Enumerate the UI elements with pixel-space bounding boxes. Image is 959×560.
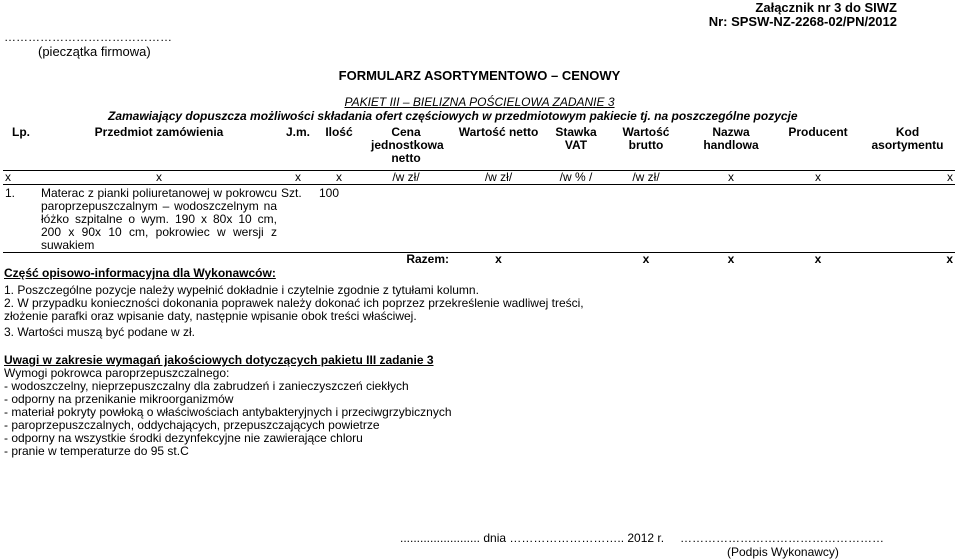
row-item-description: Materac z pianki poliuretanowej w pokrowcu paroprzepuszczalnym – wodoszczelnym na łóżko szpitalne o wym. 190 x 80x 10 cm, 200 x 90x 10 cm, pokrowiec w wersji z suwakiem [41,185,277,252]
total-spacer [3,252,361,266]
row-gross-value[interactable] [606,184,686,252]
total-cell: x [860,252,955,266]
units-cell: x [776,170,860,184]
row-unit-price[interactable] [361,184,451,252]
units-cell: x [3,170,39,184]
total-cell: x [686,252,776,266]
row-unit: Szt. [281,185,302,200]
total-row [3,252,955,266]
col-code: Kod asortymentu [871,125,944,152]
col-vat: Stawka VAT [555,125,597,152]
list-item: - wodoszczelny, nieprzepuszczalny dla zabrudzeń i zanieczyszczeń ciekłych [4,379,409,393]
total-cell-spacer [546,252,606,266]
col-trade-name: Nazwa handlowa [703,125,759,152]
row-lp: 1. [5,185,16,200]
total-cell: x [451,252,546,266]
attachment-label: Załącznik nr 3 do SIWZ [755,0,897,15]
units-cell: x [860,170,955,184]
stamp-dots: …………………………………… [4,30,172,44]
col-item: Przedmiot zamówienia [94,125,224,139]
col-gross-value: Wartość brutto [622,125,670,152]
price-form-table [3,126,955,266]
partial-offer-note: Zamawiający dopuszcza możliwości składania ofert częściowych w przedmiotowym pakiecie tj. na poszczególne pozycje [108,109,798,123]
contractor-section-title: Część opisowo-informacyjna dla Wykonawców: [4,266,276,280]
col-unit-price: Cena jednostkowa netto [371,125,444,165]
total-cell: x [776,252,860,266]
reference-number: Nr: SPSW-NZ-2268-02/PN/2012 [708,14,897,29]
units-cell: x [279,170,317,184]
quality-subtitle: Wymogi pokrowca paroprzepuszczalnego: [4,366,230,380]
units-cell: /w zł/ [361,170,451,184]
row-vat[interactable] [546,184,606,252]
units-cell: x [686,170,776,184]
quality-title: Uwagi w zakresie wymagań jakościowych dotyczących pakietu III zadanie 3 [4,353,434,367]
row-producer[interactable] [776,184,860,252]
contractor-note: 3. Wartości muszą być podane w zł. [4,325,195,339]
col-unit: J.m. [285,125,310,139]
signature-dots: …………………………………………… [680,531,884,545]
units-row [3,170,955,184]
units-cell: x [39,170,279,184]
col-producer: Producent [788,125,848,139]
row-code[interactable] [860,184,955,252]
list-item: - paroprzepuszczalnych, oddychających, przepuszczających powietrze [4,418,380,432]
date-line: ........................ dnia ……………………….. 2012 r. [400,531,665,545]
units-cell: /w % / [546,170,606,184]
col-lp: Lp. [12,125,30,139]
header-row [3,126,955,170]
units-cell: x [317,170,361,184]
page-title: FORMULARZ ASORTYMENTOWO – CENOWY [338,68,621,83]
units-cell: /w zł/ [606,170,686,184]
row-net-value[interactable] [451,184,546,252]
list-item: - materiał pokryty powłoką o właściwościach antybakteryjnych i przeciwgrzybicznych [4,405,452,419]
quality-list [4,380,452,458]
contractor-note: 1. Poszczególne pozycje należy wypełnić dokładnie i czytelnie zgodnie z tytułami kolumn. [4,283,479,297]
col-net-value: Wartość netto [458,125,539,139]
row-qty: 100 [319,185,340,200]
package-title: PAKIET III – BIELIZNA POŚCIELOWA ZADANIE 3 [344,95,615,109]
list-item: - odporny na wszystkie środki dezynfekcyjne nie zawierające chloru [4,431,363,445]
total-cell: x [606,252,686,266]
signature-label: (Podpis Wykonawcy) [727,545,839,559]
col-qty: Ilość [325,125,353,139]
list-item: - odporny na przenikanie mikroorganizmów [4,392,234,406]
total-label: Razem: [361,252,451,266]
list-item: - pranie w temperaturze do 95 st.C [4,444,189,458]
row-trade-name[interactable] [686,184,776,252]
table-row [3,184,955,252]
contractor-note: 2. W przypadku konieczności dokonania poprawek należy dokonać ich poprzez przekreślenie wadliwej treści, złożenie parafki oraz wpisanie daty, następnie wpisanie obok treści właściwej. [4,296,584,323]
stamp-label: (pieczątka firmowa) [38,44,151,59]
units-cell: /w zł/ [451,170,546,184]
